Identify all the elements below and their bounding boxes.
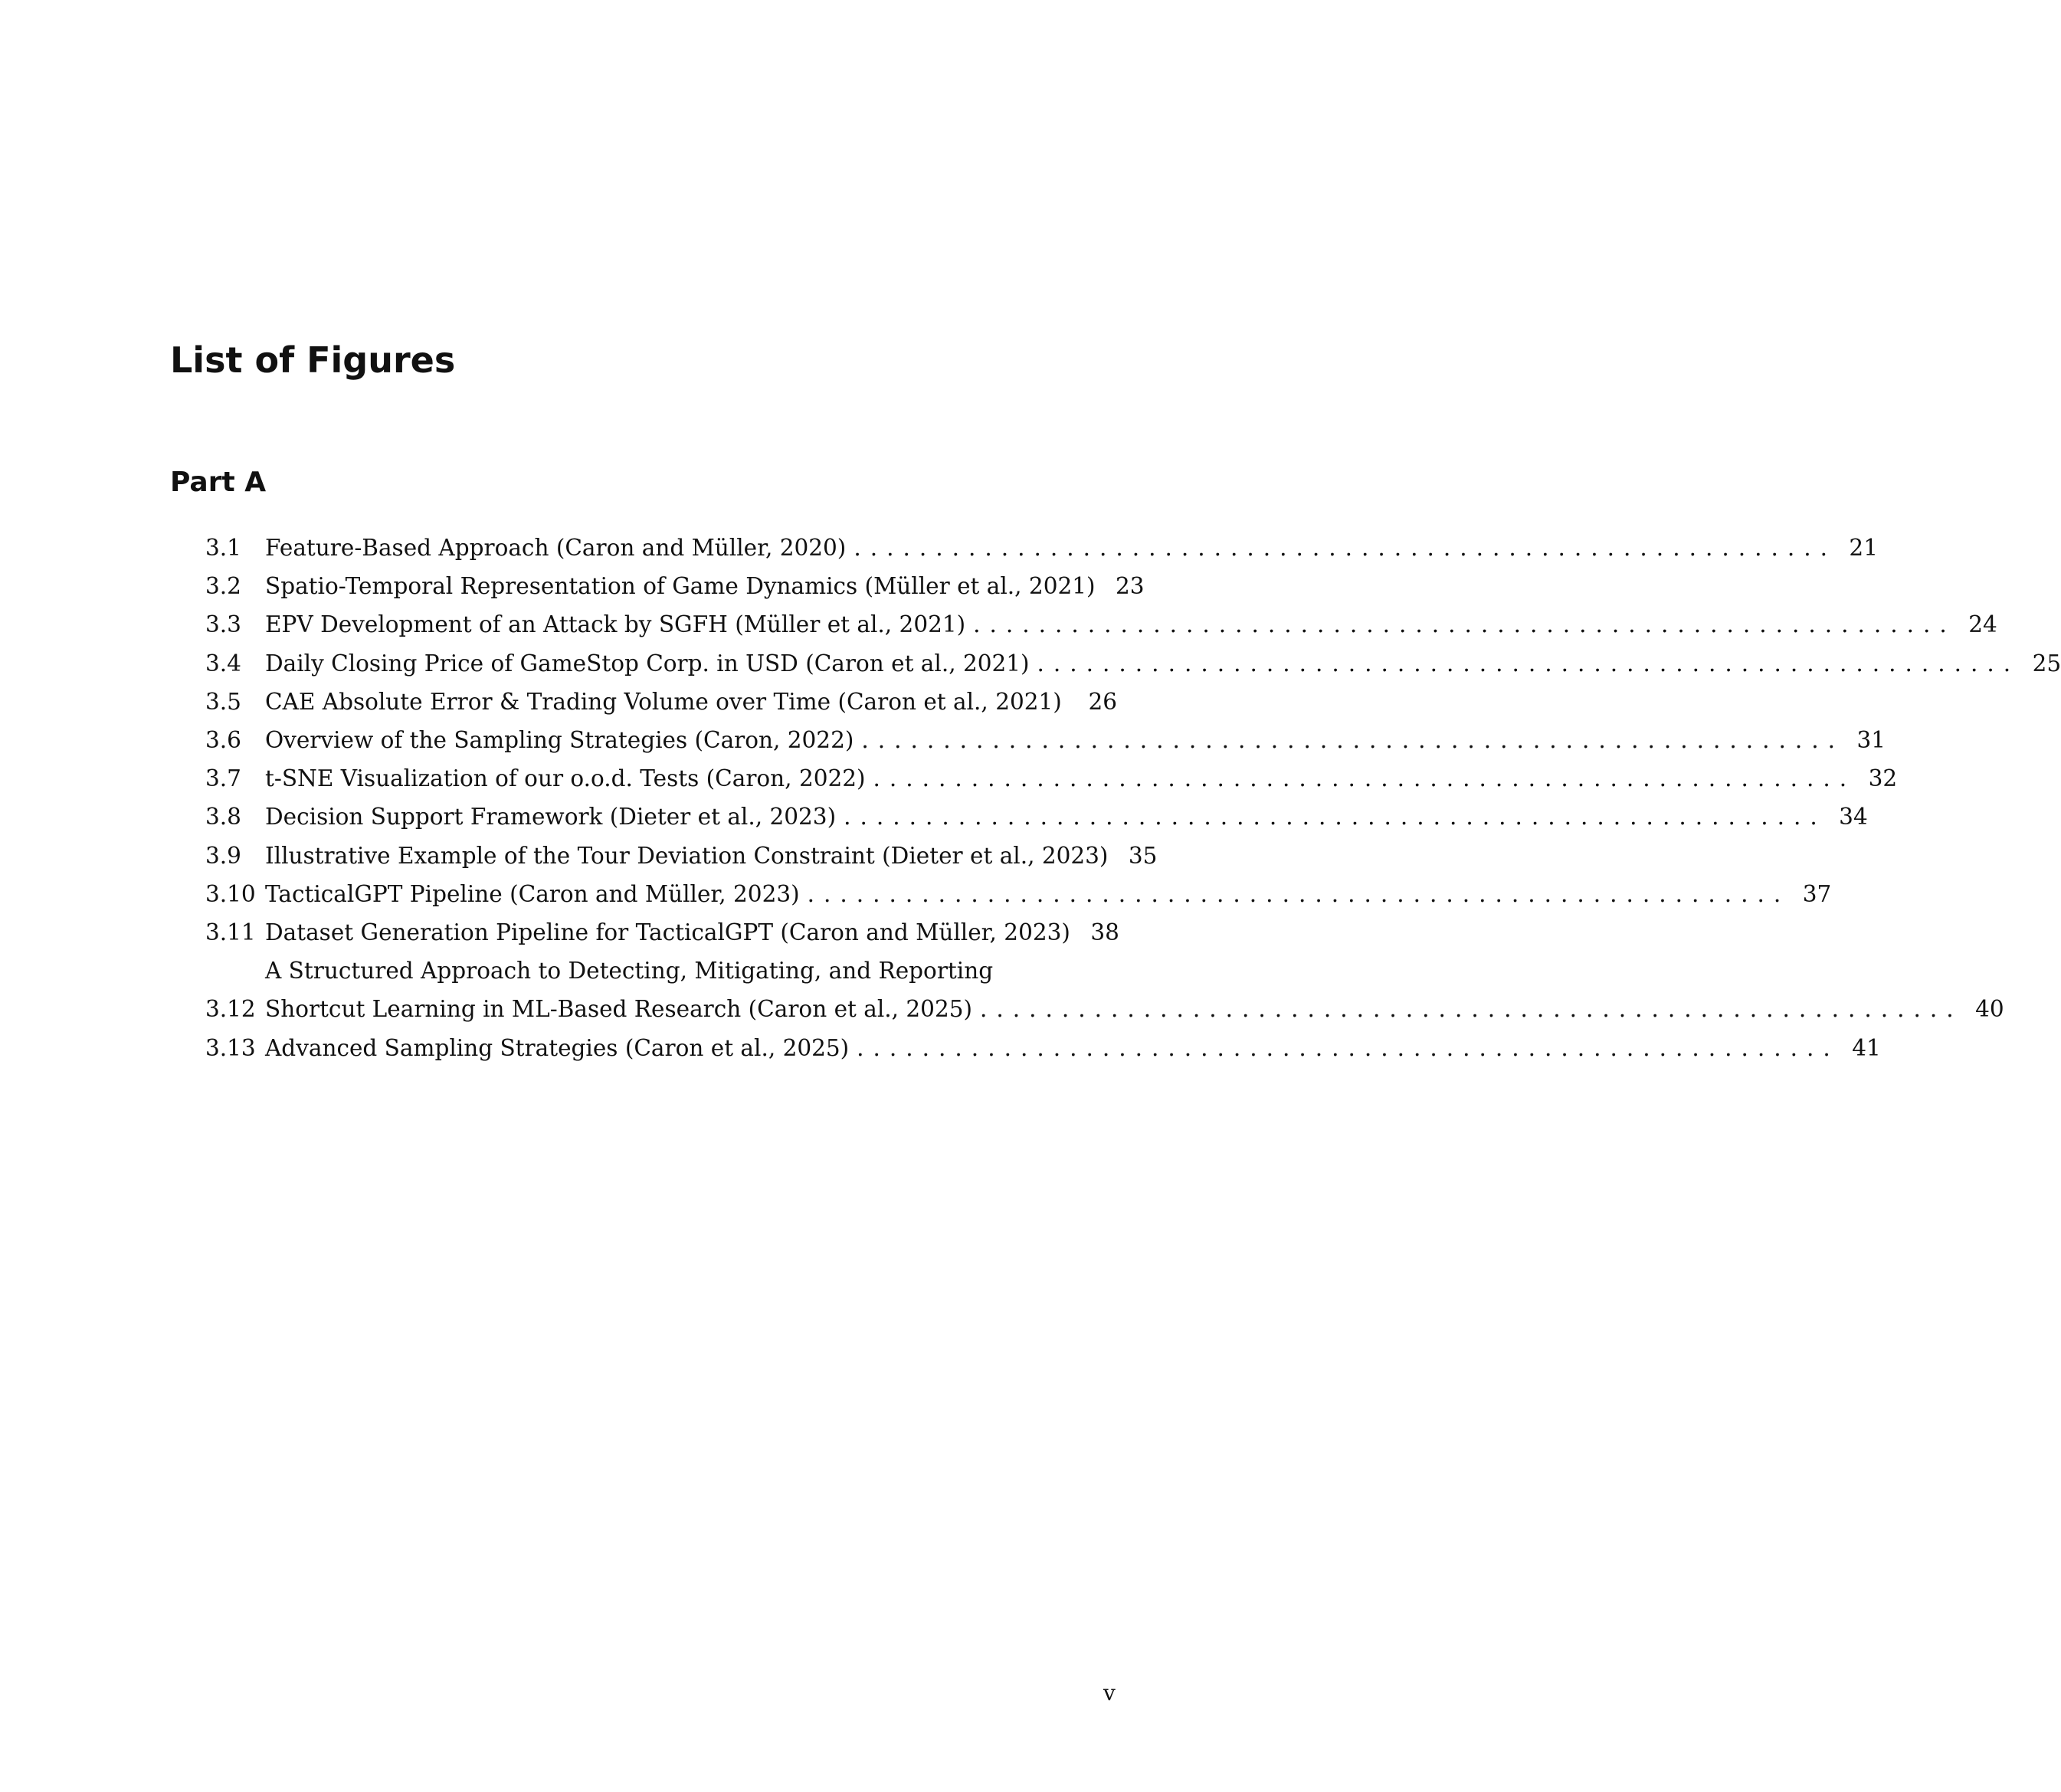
figure-page-number[interactable]: 38 bbox=[1090, 919, 1119, 946]
figure-entry[interactable] bbox=[205, 644, 2061, 683]
figure-title: Advanced Sampling Strategies (Caron et al., 2025) bbox=[265, 1034, 850, 1061]
figure-entry[interactable] bbox=[205, 683, 1117, 721]
figure-caption bbox=[265, 837, 1158, 875]
figure-page-number[interactable]: 25 bbox=[2032, 650, 2061, 677]
figure-entry[interactable] bbox=[205, 529, 1878, 567]
figure-page-number[interactable]: 35 bbox=[1128, 842, 1158, 869]
figure-number: 3.9 bbox=[205, 842, 241, 869]
figure-number: 3.4 bbox=[205, 650, 241, 677]
figure-caption-line bbox=[265, 798, 1868, 836]
figure-caption bbox=[265, 529, 1878, 567]
figure-title: A Structured Approach to Detecting, Mitigating, and Reporting bbox=[265, 958, 994, 984]
figure-caption-line bbox=[265, 1029, 1881, 1067]
figure-entry[interactable] bbox=[205, 913, 1117, 952]
dot-leader: ............................................................ bbox=[807, 880, 1791, 907]
figure-title: t-SNE Visualization of our o.o.d. Tests (Caron, 2022) bbox=[265, 765, 866, 792]
figure-number: 3.10 bbox=[205, 880, 256, 907]
dot-leader: ............................................................ bbox=[854, 535, 1837, 561]
figure-number: 3.11 bbox=[205, 919, 256, 946]
figure-page-number[interactable]: 41 bbox=[1852, 1034, 1881, 1061]
figure-caption-line bbox=[265, 875, 1832, 913]
figure-caption-line bbox=[265, 567, 1145, 605]
figure-caption-line bbox=[265, 759, 1898, 798]
page-title: List of Figures bbox=[170, 339, 456, 381]
figure-entry[interactable] bbox=[205, 837, 1158, 875]
dot-leader: ............................................................ bbox=[980, 996, 1963, 1023]
figure-number: 3.1 bbox=[205, 535, 241, 561]
figure-caption bbox=[265, 1029, 1881, 1067]
figure-number: 3.2 bbox=[205, 573, 241, 600]
figure-page-number[interactable]: 34 bbox=[1839, 804, 1868, 830]
figure-title: Illustrative Example of the Tour Deviation Constraint (Dieter et al., 2023) bbox=[265, 842, 1109, 869]
figure-caption-line bbox=[265, 952, 1117, 990]
figure-title: Daily Closing Price of GameStop Corp. in USD (Caron et al., 2021) bbox=[265, 650, 1030, 677]
figure-caption bbox=[265, 952, 2004, 1028]
figure-number: 3.6 bbox=[205, 727, 241, 754]
dot-leader: ............................................................ bbox=[873, 765, 1856, 792]
figure-title: Feature-Based Approach (Caron and Müller, 2020) bbox=[265, 535, 847, 561]
figure-entry[interactable] bbox=[205, 875, 1832, 913]
figure-page-number[interactable]: 37 bbox=[1802, 880, 1832, 907]
figure-caption-line bbox=[265, 721, 1886, 759]
figure-caption-line bbox=[265, 529, 1878, 567]
figure-entry[interactable] bbox=[205, 721, 1886, 759]
figure-number: 3.3 bbox=[205, 611, 241, 638]
figure-caption bbox=[265, 605, 1997, 644]
figure-page-number[interactable]: 40 bbox=[1975, 996, 2004, 1023]
figure-caption bbox=[265, 759, 1898, 798]
part-heading: Part A bbox=[170, 467, 267, 498]
figure-number: 3.13 bbox=[205, 1034, 256, 1061]
dot-leader: ............................................................ bbox=[973, 611, 1956, 638]
figure-page-number[interactable]: 24 bbox=[1968, 611, 1997, 638]
figure-entry[interactable] bbox=[205, 759, 1898, 798]
dot-leader: ............................................................ bbox=[844, 804, 1827, 830]
figure-page-number[interactable]: 32 bbox=[1868, 765, 1898, 792]
figure-title: Spatio-Temporal Representation of Game Dynamics (Müller et al., 2021) bbox=[265, 573, 1096, 600]
figure-entry[interactable] bbox=[205, 605, 1997, 644]
figure-title: TacticalGPT Pipeline (Caron and Müller, 2023) bbox=[265, 880, 800, 907]
figure-number: 3.7 bbox=[205, 765, 241, 792]
figure-entry[interactable] bbox=[205, 567, 1145, 605]
dot-leader: ............................................................ bbox=[857, 1034, 1840, 1061]
figure-entry[interactable] bbox=[205, 952, 2004, 1028]
figure-caption bbox=[265, 721, 1886, 759]
figure-title: Dataset Generation Pipeline for TacticalGPT (Caron and Müller, 2023) bbox=[265, 919, 1070, 946]
figure-title: EPV Development of an Attack by SGFH (Müller et al., 2021) bbox=[265, 611, 966, 638]
figure-caption-line bbox=[265, 837, 1158, 875]
figure-title: Overview of the Sampling Strategies (Caron, 2022) bbox=[265, 727, 854, 754]
figure-page-number[interactable]: 21 bbox=[1849, 535, 1878, 561]
figure-caption bbox=[265, 913, 1117, 952]
figure-caption-line bbox=[265, 990, 2004, 1028]
figure-page-number[interactable]: 26 bbox=[1088, 688, 1117, 715]
figure-number: 3.8 bbox=[205, 804, 241, 830]
figure-title: Shortcut Learning in ML-Based Research (Caron et al., 2025) bbox=[265, 996, 972, 1023]
figure-title: Decision Support Framework (Dieter et al., 2023) bbox=[265, 804, 837, 830]
figure-caption bbox=[265, 798, 1868, 836]
figure-page-number[interactable]: 23 bbox=[1115, 573, 1145, 600]
figure-number: 3.12 bbox=[205, 996, 256, 1023]
figure-entry[interactable] bbox=[205, 798, 1868, 836]
page-number: v bbox=[1103, 1680, 1116, 1705]
figure-number: 3.5 bbox=[205, 688, 241, 715]
figure-entry[interactable] bbox=[205, 1029, 1881, 1067]
figure-page-number[interactable]: 31 bbox=[1856, 727, 1886, 754]
figure-title: CAE Absolute Error & Trading Volume over Time (Caron et al., 2021) bbox=[265, 688, 1062, 715]
figure-caption-line bbox=[265, 605, 1997, 644]
figure-caption-line bbox=[265, 644, 2061, 683]
figure-caption bbox=[265, 567, 1145, 605]
list-of-figures bbox=[205, 529, 2061, 1067]
dot-leader: ............................................................ bbox=[1037, 650, 2020, 677]
figure-caption-line bbox=[265, 913, 1117, 952]
figure-caption bbox=[265, 644, 2061, 683]
figure-caption-line bbox=[265, 683, 1117, 721]
figure-caption bbox=[265, 875, 1832, 913]
figure-caption bbox=[265, 683, 1117, 721]
dot-leader: ............................................................ bbox=[861, 727, 1844, 754]
